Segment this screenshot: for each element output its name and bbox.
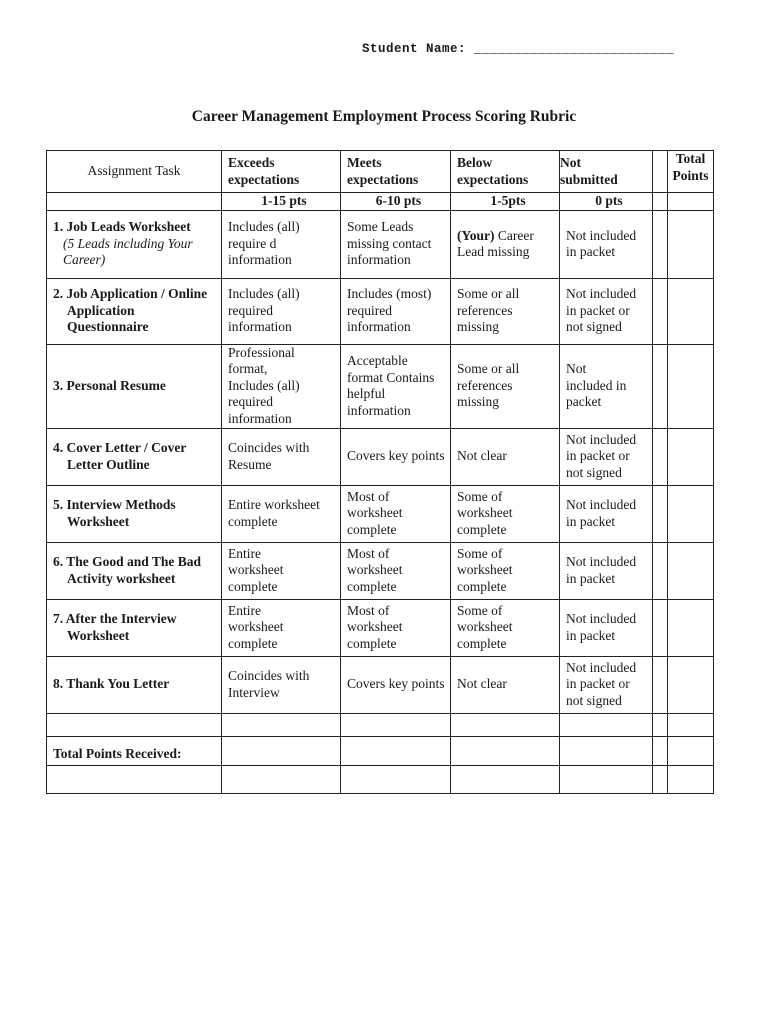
criteria-text: Lead missing bbox=[457, 244, 530, 259]
criteria-exceeds bbox=[222, 542, 341, 599]
task-note: Career) bbox=[63, 252, 106, 268]
rows.2.not_submitted-line: included in bbox=[566, 377, 627, 393]
rows.5.not_submitted-line: in packet bbox=[566, 570, 616, 586]
separator-cell bbox=[653, 485, 668, 542]
assignment-task bbox=[47, 428, 222, 485]
task-line: 7. After the Interview bbox=[53, 611, 177, 626]
assignment-task bbox=[47, 278, 222, 344]
separator-cell bbox=[653, 344, 668, 428]
criteria-not-submitted bbox=[560, 344, 653, 428]
task-line: 8. Thank You Letter bbox=[53, 676, 170, 692]
criteria-not-submitted bbox=[560, 542, 653, 599]
rows.7.exceeds-line: Interview bbox=[228, 684, 280, 700]
rows.2.below-line: missing bbox=[457, 394, 500, 410]
rows.7.below-line: Not clear bbox=[457, 676, 507, 692]
rows.1.below-line: references bbox=[457, 302, 513, 318]
points-below: 1-5pts bbox=[451, 193, 560, 211]
total-points-cell bbox=[668, 485, 714, 542]
task-line: 3. Personal Resume bbox=[53, 377, 166, 393]
rows.1.below-line: Some or all bbox=[457, 286, 520, 302]
rows.1.meets-line: information bbox=[347, 319, 411, 335]
criteria-below bbox=[451, 428, 560, 485]
rows.1.meets-line: Includes (most) bbox=[347, 286, 432, 302]
col-header-total: Total Points bbox=[668, 151, 714, 193]
rows.7.exceeds-line: Coincides with bbox=[228, 668, 310, 683]
empty-cell bbox=[560, 736, 653, 765]
rows.6.exceeds-line: worksheet bbox=[228, 619, 284, 635]
rows.7.not_submitted-line: not signed bbox=[566, 692, 622, 708]
empty-cell bbox=[47, 713, 222, 736]
rows.3.below-line: Not clear bbox=[457, 448, 507, 464]
task-line: Activity worksheet bbox=[67, 570, 176, 586]
criteria-below bbox=[451, 656, 560, 713]
empty-cell bbox=[653, 713, 668, 736]
rows.5.exceeds-line: Entire bbox=[228, 545, 261, 561]
rows.4.below-line: complete bbox=[457, 521, 507, 537]
task-line: Worksheet bbox=[67, 627, 130, 643]
criteria-below bbox=[451, 210, 560, 278]
rows.2.exceeds-line: required bbox=[228, 394, 273, 410]
rows.1.not_submitted-line: not signed bbox=[566, 319, 622, 335]
table-row bbox=[47, 428, 714, 485]
rows.3.meets-line: Covers key points bbox=[347, 448, 445, 464]
task-note: (5 Leads including Your bbox=[63, 235, 193, 251]
col-header-exceeds: Exceeds expectations bbox=[222, 151, 341, 193]
page-title: Career Management Employment Process Scoring Rubric bbox=[191, 108, 577, 125]
criteria-exceeds bbox=[222, 485, 341, 542]
criteria-meets bbox=[341, 428, 451, 485]
criteria-meets bbox=[341, 542, 451, 599]
points-exceeds: 1-15 pts bbox=[222, 193, 341, 211]
rows.5.exceeds-line: complete bbox=[228, 578, 278, 594]
separator-cell bbox=[653, 599, 668, 656]
points-total bbox=[668, 193, 714, 211]
empty-cell bbox=[222, 713, 341, 736]
rows.4.not_submitted-line: in packet bbox=[566, 513, 616, 529]
rows.1.not_submitted-line: in packet or bbox=[566, 302, 630, 318]
rows.3.exceeds-line: Resume bbox=[228, 456, 272, 472]
criteria-meets bbox=[341, 656, 451, 713]
empty-cell bbox=[341, 713, 451, 736]
rows.6.meets-line: complete bbox=[347, 635, 397, 651]
rows.2.not_submitted-line: packet bbox=[566, 394, 602, 410]
criteria-below bbox=[451, 344, 560, 428]
rows.4.below-line: worksheet bbox=[457, 505, 513, 521]
separator-cell bbox=[653, 210, 668, 278]
empty-cell bbox=[668, 765, 714, 793]
empty-cell bbox=[668, 713, 714, 736]
rows.6.exceeds-line: complete bbox=[228, 635, 278, 651]
rows.6.below-line: complete bbox=[457, 635, 507, 651]
criteria-not-submitted bbox=[560, 599, 653, 656]
rows.0.exceeds-line: Includes (all) bbox=[228, 219, 300, 235]
task-line: 2. Job Application / Online bbox=[53, 286, 208, 302]
rows.2.exceeds-line: information bbox=[228, 410, 292, 426]
rows.1.not_submitted-line: Not included bbox=[566, 286, 637, 302]
points-row bbox=[47, 193, 714, 211]
rows.5.not_submitted-line: Not included bbox=[566, 554, 637, 569]
rows.0.not_submitted-line: in packet bbox=[566, 244, 616, 259]
rows.1.below-line: missing bbox=[457, 319, 500, 335]
rows.4.below-line: Some of bbox=[457, 488, 503, 504]
rows.0.meets-line: missing contact bbox=[347, 235, 432, 251]
task-line: 6. The Good and The Bad bbox=[53, 554, 202, 569]
empty-cell bbox=[653, 736, 668, 765]
criteria-below bbox=[451, 542, 560, 599]
task-line: Worksheet bbox=[67, 513, 130, 529]
rows.6.meets-line: Most of bbox=[347, 602, 390, 618]
separator-cell bbox=[653, 278, 668, 344]
table-row bbox=[47, 210, 714, 278]
rows.5.below-line: complete bbox=[457, 578, 507, 594]
empty-cell bbox=[451, 765, 560, 793]
task-line: Questionnaire bbox=[67, 319, 149, 335]
total-points-cell bbox=[668, 210, 714, 278]
rows.2.exceeds-line: format, bbox=[228, 361, 268, 377]
rows.5.meets-line: worksheet bbox=[347, 562, 403, 578]
col-header-task: Assignment Task bbox=[47, 151, 222, 193]
rows.4.meets-line: worksheet bbox=[347, 505, 403, 521]
criteria-meets bbox=[341, 485, 451, 542]
rows.5.meets-line: Most of bbox=[347, 545, 390, 561]
table-row bbox=[47, 485, 714, 542]
criteria-not-submitted bbox=[560, 485, 653, 542]
separator-cell bbox=[653, 428, 668, 485]
criteria-exceeds bbox=[222, 599, 341, 656]
total-points-cell bbox=[668, 656, 714, 713]
total-points-cell bbox=[668, 599, 714, 656]
col-header-not-submitted: Not submitted bbox=[560, 151, 653, 193]
criteria-not-submitted bbox=[560, 428, 653, 485]
rows.6.not_submitted-line: in packet bbox=[566, 627, 616, 643]
rows.2.not_submitted-line: Not bbox=[566, 361, 587, 377]
rows.7.not_submitted-line: in packet or bbox=[566, 676, 630, 692]
empty-cell bbox=[560, 713, 653, 736]
blank-row bbox=[47, 765, 714, 793]
rows.3.not_submitted-line: in packet or bbox=[566, 448, 630, 464]
rows.0.exceeds-line: require d bbox=[228, 235, 277, 251]
empty-cell bbox=[451, 736, 560, 765]
rows.3.not_submitted-line: not signed bbox=[566, 464, 622, 480]
spacer-row bbox=[47, 713, 714, 736]
rows.4.meets-line: Most of bbox=[347, 488, 390, 504]
rows.4.not_submitted-line: Not included bbox=[566, 497, 637, 512]
table-row bbox=[47, 656, 714, 713]
total-row bbox=[47, 736, 714, 765]
separator-cell bbox=[653, 193, 668, 211]
rows.0.not_submitted-line: Not included bbox=[566, 227, 637, 243]
empty-cell bbox=[451, 713, 560, 736]
criteria-meets bbox=[341, 278, 451, 344]
rows.5.exceeds-line: worksheet bbox=[228, 562, 284, 578]
rows.3.exceeds-line: Coincides with bbox=[228, 440, 310, 455]
assignment-task bbox=[47, 485, 222, 542]
criteria-meets bbox=[341, 599, 451, 656]
criteria-exceeds bbox=[222, 278, 341, 344]
rows.2.exceeds-line: Professional bbox=[228, 344, 295, 360]
rows.1.exceeds-line: information bbox=[228, 319, 292, 335]
criteria-exceeds bbox=[222, 344, 341, 428]
rows.5.below-line: worksheet bbox=[457, 562, 513, 578]
empty-cell bbox=[341, 736, 451, 765]
rows.6.meets-line: worksheet bbox=[347, 619, 403, 635]
assignment-task bbox=[47, 344, 222, 428]
rows.2.meets-line: Acceptable bbox=[347, 353, 408, 368]
rows.6.below-line: worksheet bbox=[457, 619, 513, 635]
rows.7.meets-line: Covers key points bbox=[347, 676, 445, 692]
empty-cell bbox=[47, 765, 222, 793]
header-row bbox=[47, 151, 714, 193]
rows.1.exceeds-line: required bbox=[228, 302, 273, 318]
rows.1.exceeds-line: Includes (all) bbox=[228, 286, 300, 302]
table-row bbox=[47, 599, 714, 656]
total-points-cell bbox=[668, 428, 714, 485]
col-header-below: Below expectations bbox=[451, 151, 560, 193]
assignment-task bbox=[47, 210, 222, 278]
rows.2.below-line: Some or all bbox=[457, 361, 520, 377]
rows.0.meets-line: information bbox=[347, 252, 411, 268]
col-header-meets: Meets expectations bbox=[341, 151, 451, 193]
rows.2.below-line: references bbox=[457, 377, 513, 393]
separator-cell bbox=[653, 542, 668, 599]
rows.2.exceeds-line: Includes (all) bbox=[228, 377, 300, 393]
rows.5.below-line: Some of bbox=[457, 545, 503, 561]
assignment-task bbox=[47, 542, 222, 599]
empty-cell bbox=[341, 765, 451, 793]
rows.4.exceeds-line: Entire worksheet bbox=[228, 497, 320, 512]
criteria-below bbox=[451, 485, 560, 542]
rows.6.below-line: Some of bbox=[457, 602, 503, 618]
criteria-exceeds bbox=[222, 428, 341, 485]
criteria-below bbox=[451, 278, 560, 344]
task-line: 1. Job Leads Worksheet bbox=[53, 219, 191, 235]
empty-cell bbox=[668, 736, 714, 765]
rows.6.not_submitted-line: Not included bbox=[566, 611, 637, 626]
criteria-meets bbox=[341, 344, 451, 428]
assignment-task bbox=[47, 599, 222, 656]
total-points-cell bbox=[668, 542, 714, 599]
empty-cell bbox=[560, 765, 653, 793]
criteria-text: Career bbox=[494, 227, 534, 243]
emphasis-text: (Your) bbox=[457, 227, 495, 243]
rows.0.meets-line: Some Leads bbox=[347, 219, 414, 235]
rows.1.meets-line: required bbox=[347, 302, 392, 318]
criteria-exceeds bbox=[222, 210, 341, 278]
table-row bbox=[47, 344, 714, 428]
rows.7.not_submitted-line: Not included bbox=[566, 659, 637, 675]
empty-cell bbox=[222, 765, 341, 793]
assignment-task bbox=[47, 656, 222, 713]
criteria-exceeds bbox=[222, 656, 341, 713]
rows.4.exceeds-line: complete bbox=[228, 513, 278, 529]
task-line: Application bbox=[67, 302, 135, 318]
task-line: Letter Outline bbox=[67, 456, 150, 472]
separator-cell bbox=[653, 151, 668, 193]
task-line: 4. Cover Letter / Cover bbox=[53, 440, 187, 455]
rows.3.not_submitted-line: Not included bbox=[566, 431, 637, 447]
points-empty bbox=[47, 193, 222, 211]
criteria-not-submitted bbox=[560, 656, 653, 713]
rubric-table bbox=[46, 150, 714, 794]
empty-cell bbox=[222, 736, 341, 765]
points-not-submitted: 0 pts bbox=[560, 193, 653, 211]
rows.2.meets-line: information bbox=[347, 402, 411, 418]
task-line: 5. Interview Methods bbox=[53, 497, 176, 512]
criteria-not-submitted bbox=[560, 278, 653, 344]
rows.2.meets-line: helpful bbox=[347, 386, 386, 401]
rows.0.exceeds-line: information bbox=[228, 252, 292, 268]
points-meets: 6-10 pts bbox=[341, 193, 451, 211]
table-row bbox=[47, 278, 714, 344]
empty-cell bbox=[653, 765, 668, 793]
separator-cell bbox=[653, 656, 668, 713]
rows.4.meets-line: complete bbox=[347, 521, 397, 537]
rows.6.exceeds-line: Entire bbox=[228, 602, 261, 618]
rows.2.meets-line: format Contains bbox=[347, 369, 435, 385]
criteria-meets bbox=[341, 210, 451, 278]
total-points-cell bbox=[668, 344, 714, 428]
rows.5.meets-line: complete bbox=[347, 578, 397, 594]
criteria-not-submitted bbox=[560, 210, 653, 278]
total-label: Total Points Received: bbox=[47, 736, 222, 765]
criteria-below bbox=[451, 599, 560, 656]
table-row bbox=[47, 542, 714, 599]
total-points-cell bbox=[668, 278, 714, 344]
student-name-line: Student Name: _________________________ bbox=[362, 42, 675, 56]
